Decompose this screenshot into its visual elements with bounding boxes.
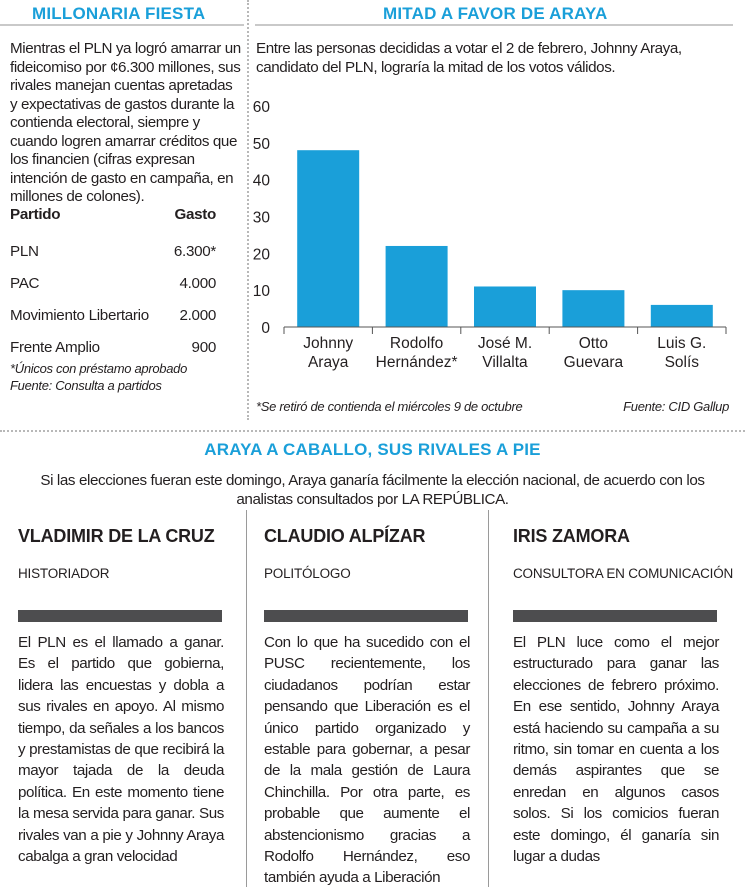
analyst-divider-bar [18, 610, 222, 622]
analyst-name: VLADIMIR DE LA CRUZ [18, 526, 215, 546]
party-name: Movimiento Libertario [10, 307, 149, 324]
table-header-spend: Gasto [174, 206, 216, 223]
x-category-label: José M. [477, 335, 533, 352]
analyst-quote: El PLN es el llamado a ganar. Es el partido que gobierna, lidera las encuestas y dobla a sus rivales en apoyo. Al mismo tiempo, da señales a los bancos y prestamistas de que recibirá la mayor tajada de la deuda política. En este momento tiene la mesa servida para ganar. Sus rivales van a pie y Johnny Araya cabalga a gran velocidad [18, 634, 224, 866]
chart-footnote: *Se retiró de contienda el miércoles 9 de octubre [256, 399, 523, 414]
left-source: Fuente: Consulta a partidos [10, 378, 162, 393]
bar [474, 286, 536, 327]
bar [297, 150, 359, 327]
party-name: Frente Amplio [10, 339, 100, 356]
analyst-name: IRIS ZAMORA [513, 526, 630, 546]
x-category-label: Johnny [303, 335, 354, 352]
analyst-quote: Con lo que ha sucedido con el PUSC recientemente, los ciudadanos podrían estar pensando que Liberación es el único partido organizado y estable para gobernar, a pesar de la mala gestión de Laura Chinchilla. Por otra parte, es probable que aumente el abstencionismo gracias a Rodolfo Hernández, eso también ayuda a Liberación [264, 634, 470, 887]
bars [297, 150, 713, 327]
x-category-label: Guevara [563, 354, 624, 371]
bar [651, 305, 713, 327]
analyst-column [501, 510, 745, 887]
analyst-divider-bar [264, 610, 468, 622]
spending-table [10, 206, 216, 358]
bar [386, 246, 448, 327]
x-category-label: Otto [578, 335, 609, 352]
analyst-role: HISTORIADOR [18, 566, 110, 581]
y-tick-label: 20 [252, 246, 270, 264]
analyst-role: POLITÓLOGO [264, 566, 351, 581]
x-axis-labels [303, 335, 706, 371]
analyst-column [252, 510, 500, 887]
x-category-label: Araya [307, 354, 349, 371]
analyst-role: CONSULTORA EN COMUNICACIÓN [513, 566, 734, 581]
table-row [10, 262, 216, 294]
party-spend: 2.000 [179, 307, 216, 324]
y-axis-ticks [253, 99, 271, 337]
chart-intro-text: Entre las personas decididas a votar el 2 de febrero, Johnny Araya, candidato del PLN, lograría la mitad de los votos válidos. [256, 40, 682, 76]
table-header-party: Partido [10, 206, 61, 223]
loan-note: *Únicos con préstamo aprobado [10, 361, 188, 376]
table-header-row [10, 206, 216, 230]
analyst-divider-bar [513, 610, 717, 622]
table-row [10, 326, 216, 358]
chart-source: Fuente: CID Gallup [623, 399, 729, 414]
left-intro-text: Mientras el PLN ya logró amarrar un fideicomiso por ¢6.300 millones, sus rivales manejan cuentas apretadas y expectativas de gastos durante la contienda electoral, siempre y cuando logren amarrar créditos que los financien (cifras expresan intención de gasto en campaña, en millones de colones). [10, 40, 241, 205]
y-tick-label: 30 [252, 209, 270, 227]
table-row [10, 230, 216, 262]
party-name: PLN [10, 243, 39, 260]
bottom-intro-text: Si las elecciones fueran este domingo, Araya ganaría fácilmente la elección nacional, de acuerdo con los analistas consultados por LA REPÚBLICA. [40, 472, 705, 508]
left-section-header [0, 4, 244, 26]
y-tick-label: 50 [252, 135, 270, 153]
y-tick-label: 0 [261, 320, 270, 337]
x-axis-tick-marks [284, 327, 726, 334]
column-separator [488, 510, 489, 887]
column-separator [246, 510, 247, 887]
analyst-quote: El PLN luce como el mejor estructurado para ganar las elecciones de febrero próximo. En ese sentido, Johnny Araya está haciendo su campaña a su ritmo, sin tomar en cuenta a los demás aspirantes que se enredan en algunos casos solos. Si los comicios fueran este domingo, él ganaría sin lugar a dudas [513, 634, 719, 866]
x-category-label: Villalta [482, 354, 528, 371]
y-tick-label: 60 [252, 99, 270, 116]
vote-bar-chart [248, 90, 738, 390]
bar [562, 290, 624, 327]
party-spend: 900 [191, 339, 216, 356]
y-tick-label: 10 [252, 283, 270, 301]
section-divider [0, 430, 745, 432]
chart-section-header [255, 4, 733, 26]
analyst-name: CLAUDIO ALPÍZAR [264, 526, 426, 546]
y-tick-label: 40 [252, 172, 270, 190]
party-name: PAC [10, 275, 40, 292]
bottom-section-title: ARAYA A CABALLO, SUS RIVALES A PIE [204, 440, 541, 459]
left-notes [10, 360, 245, 394]
x-category-label: Hernández* [375, 354, 458, 371]
table-row [10, 294, 216, 326]
party-spend: 6.300* [173, 243, 216, 260]
left-section-title: MILLONARIA FIESTA [22, 4, 215, 24]
chart-section-title: MITAD A FAVOR DE ARAYA [373, 4, 617, 24]
x-category-label: Luis G. [657, 335, 707, 352]
x-category-label: Solís [664, 354, 700, 371]
x-category-label: Rodolfo [389, 335, 444, 352]
bottom-section-header [0, 440, 745, 462]
analyst-column [6, 510, 254, 887]
party-spend: 4.000 [179, 275, 216, 292]
